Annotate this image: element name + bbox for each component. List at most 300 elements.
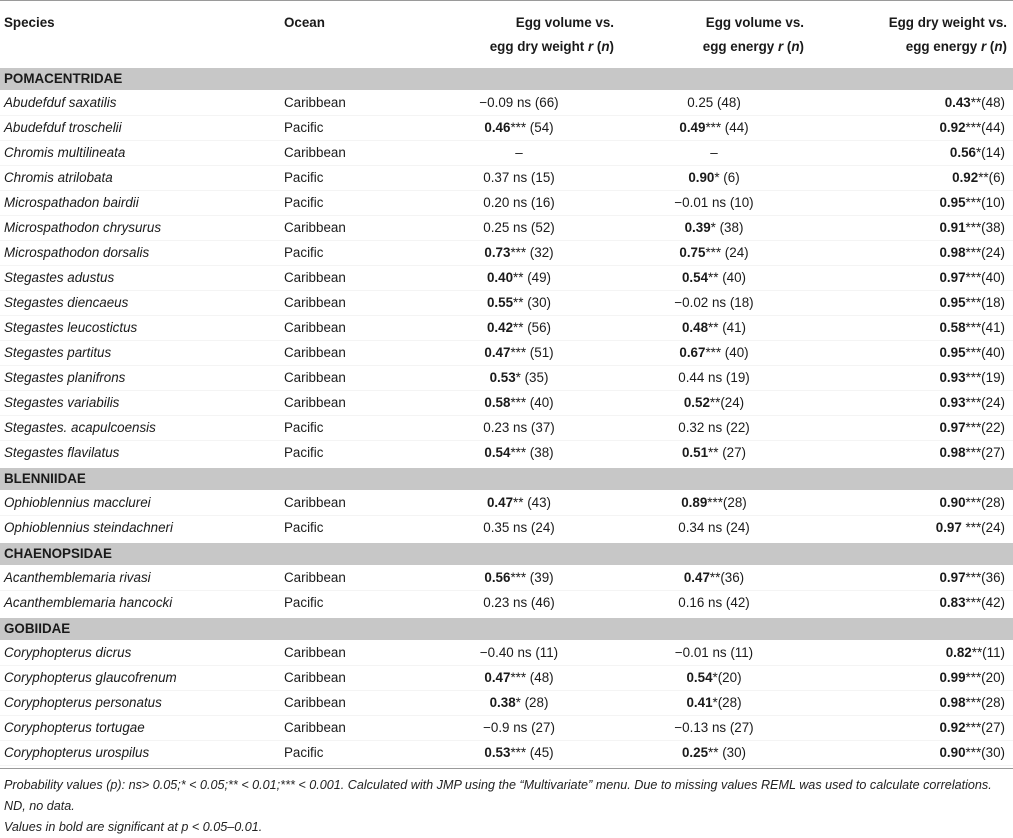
table-row xyxy=(0,566,1013,591)
r-value: −0.01 ns xyxy=(674,645,727,660)
significance-and-n: *** (24) xyxy=(705,245,749,260)
paren: ( xyxy=(593,39,602,54)
table-row xyxy=(0,266,1013,291)
correlation-cell xyxy=(420,166,620,191)
significance-and-n: **(48) xyxy=(970,95,1005,110)
r-value: 0.55 xyxy=(486,295,514,310)
r-value: 0.47 xyxy=(683,570,710,585)
species-cell: Chromis multilineata xyxy=(0,141,280,166)
significance-and-n: ** (43) xyxy=(513,495,552,510)
ocean-cell: Caribbean xyxy=(280,641,420,666)
r-value: −0.02 ns xyxy=(674,295,727,310)
significance-and-n: ** (56) xyxy=(513,320,552,335)
correlation-cell xyxy=(810,216,1013,241)
significance-and-n: (52) xyxy=(527,220,555,235)
significance-and-n: ***(22) xyxy=(965,420,1005,435)
header-volume-vs-dry-weight xyxy=(420,1,620,67)
species-cell: Stegastes flavilatus xyxy=(0,441,280,467)
correlation-cell xyxy=(620,691,810,716)
r-value: 0.47 xyxy=(484,670,511,685)
species-cell: Stegastes leucostictus xyxy=(0,316,280,341)
r-value: 0.47 xyxy=(484,345,511,360)
ocean-cell: Pacific xyxy=(280,116,420,141)
correlation-cell xyxy=(420,291,620,316)
r-value: 0.34 ns xyxy=(678,520,723,535)
correlation-cell xyxy=(420,91,620,116)
significance-and-n: (15) xyxy=(527,170,555,185)
species-cell: Abudefduf troschelii xyxy=(0,116,280,141)
correlation-cell xyxy=(810,341,1013,366)
r-value: – xyxy=(710,145,718,160)
ocean-cell: Pacific xyxy=(280,441,420,467)
r-value: 0.58 xyxy=(939,320,966,335)
correlation-cell xyxy=(810,391,1013,416)
correlation-cell xyxy=(620,366,810,391)
r-value: 0.48 xyxy=(681,320,709,335)
r-value: 0.16 ns xyxy=(678,595,723,610)
significance-and-n: (66) xyxy=(531,95,559,110)
footnote-bold: Values in bold are significant at p < 0.05–0.01. xyxy=(4,820,263,834)
ocean-cell: Caribbean xyxy=(280,291,420,316)
species-cell: Microspathadon bairdii xyxy=(0,191,280,216)
correlation-cell xyxy=(810,141,1013,166)
family-name: POMACENTRIDAE xyxy=(0,67,1013,91)
correlation-cell xyxy=(810,566,1013,591)
correlation-cell xyxy=(620,91,810,116)
significance-and-n: *** (40) xyxy=(705,345,749,360)
correlation-cell xyxy=(810,166,1013,191)
header-text: egg energy xyxy=(702,39,778,54)
r-value: 0.73 xyxy=(484,245,511,260)
table-row xyxy=(0,341,1013,366)
r-value: 0.98 xyxy=(939,445,966,460)
r-value: 0.39 xyxy=(684,220,711,235)
r-symbol: r xyxy=(980,39,987,54)
correlation-cell xyxy=(420,491,620,516)
correlation-cell xyxy=(620,591,810,617)
r-value: 0.54 xyxy=(484,445,511,460)
correlation-cell xyxy=(620,441,810,467)
species-cell: Acanthemblemaria rivasi xyxy=(0,566,280,591)
significance-and-n: ***(27) xyxy=(965,720,1005,735)
r-value: 0.25 xyxy=(687,95,714,110)
r-value: 0.75 xyxy=(679,245,706,260)
significance-and-n: ** (30) xyxy=(708,745,747,760)
r-value: 0.97 xyxy=(935,520,962,535)
table-row xyxy=(0,191,1013,216)
header-species: Species xyxy=(0,1,280,67)
correlation-cell xyxy=(420,366,620,391)
r-value: 0.47 xyxy=(486,495,514,510)
table-row xyxy=(0,291,1013,316)
correlation-cell xyxy=(620,141,810,166)
r-value: 0.52 xyxy=(683,395,710,410)
correlation-cell xyxy=(420,316,620,341)
significance-and-n: *** (32) xyxy=(510,245,554,260)
significance-and-n: (46) xyxy=(527,595,555,610)
table-row xyxy=(0,416,1013,441)
significance-and-n: (42) xyxy=(722,595,750,610)
r-value: 0.82 xyxy=(945,645,972,660)
correlation-cell xyxy=(420,691,620,716)
correlation-cell xyxy=(620,216,810,241)
ocean-cell: Caribbean xyxy=(280,216,420,241)
ocean-cell: Caribbean xyxy=(280,566,420,591)
significance-and-n: ***(42) xyxy=(965,595,1005,610)
significance-and-n: ***(28) xyxy=(965,495,1005,510)
table-row xyxy=(0,216,1013,241)
family-row xyxy=(0,542,1013,566)
significance-and-n: ** (41) xyxy=(708,320,747,335)
table-row xyxy=(0,166,1013,191)
significance-and-n: ***(30) xyxy=(965,745,1005,760)
correlation-cell xyxy=(620,491,810,516)
significance-and-n: ***(24) xyxy=(961,520,1005,535)
table-row xyxy=(0,366,1013,391)
r-value: 0.58 xyxy=(484,395,511,410)
species-cell: Stegastes. acapulcoensis xyxy=(0,416,280,441)
header-text: Egg volume vs. xyxy=(515,15,614,30)
significance-and-n: ** (30) xyxy=(513,295,552,310)
r-value: 0.51 xyxy=(681,445,709,460)
n-symbol: n xyxy=(791,39,800,54)
significance-and-n: ***(24) xyxy=(965,395,1005,410)
correlation-cell xyxy=(810,416,1013,441)
correlation-cell xyxy=(810,641,1013,666)
correlation-cell xyxy=(620,641,810,666)
species-cell: Chromis atrilobata xyxy=(0,166,280,191)
correlation-cell xyxy=(420,441,620,467)
r-value: 0.23 ns xyxy=(483,595,528,610)
r-value: 0.97 xyxy=(939,270,966,285)
ocean-cell: Caribbean xyxy=(280,366,420,391)
table-row xyxy=(0,741,1013,766)
significance-and-n: ***(10) xyxy=(965,195,1005,210)
significance-and-n: ***(19) xyxy=(965,370,1005,385)
correlation-cell xyxy=(620,391,810,416)
r-value: 0.32 ns xyxy=(678,420,723,435)
significance-and-n: (11) xyxy=(726,645,754,660)
table-row xyxy=(0,391,1013,416)
r-value: 0.99 xyxy=(939,670,966,685)
significance-and-n: (22) xyxy=(722,420,750,435)
header-text: Egg dry weight vs. xyxy=(888,15,1007,30)
correlation-cell xyxy=(620,716,810,741)
correlation-cell xyxy=(810,441,1013,467)
correlation-cell xyxy=(620,291,810,316)
significance-and-n: (27) xyxy=(527,720,555,735)
correlation-cell xyxy=(810,191,1013,216)
significance-and-n: *(28) xyxy=(712,695,742,710)
significance-and-n: * (38) xyxy=(710,220,744,235)
species-cell: Abudefduf saxatilis xyxy=(0,91,280,116)
species-cell: Microspathodon dorsalis xyxy=(0,241,280,266)
n-symbol: n xyxy=(994,39,1003,54)
correlation-cell xyxy=(420,591,620,617)
significance-and-n: ** (40) xyxy=(708,270,747,285)
table-header xyxy=(0,1,1013,67)
table-row xyxy=(0,716,1013,741)
r-value: 0.43 xyxy=(944,95,971,110)
r-value: 0.98 xyxy=(939,245,966,260)
significance-and-n: ***(38) xyxy=(965,220,1005,235)
r-value: 0.90 xyxy=(688,170,715,185)
species-cell: Coryphopterus personatus xyxy=(0,691,280,716)
r-value: 0.93 xyxy=(939,395,966,410)
significance-and-n: ***(18) xyxy=(965,295,1005,310)
significance-and-n: ***(40) xyxy=(965,270,1005,285)
correlation-cell xyxy=(620,166,810,191)
correlation-cell xyxy=(810,491,1013,516)
significance-and-n: *** (48) xyxy=(510,670,554,685)
ocean-cell: Caribbean xyxy=(280,141,420,166)
species-cell: Stegastes diencaeus xyxy=(0,291,280,316)
ocean-cell: Caribbean xyxy=(280,666,420,691)
correlation-cell xyxy=(810,266,1013,291)
r-value: −0.40 ns xyxy=(479,645,532,660)
significance-and-n: *** (51) xyxy=(510,345,554,360)
correlation-cell xyxy=(420,516,620,542)
r-value: 0.35 ns xyxy=(483,520,528,535)
correlation-cell xyxy=(810,291,1013,316)
significance-and-n: ***(40) xyxy=(965,345,1005,360)
r-value: 0.67 xyxy=(679,345,706,360)
significance-and-n: **(24) xyxy=(709,395,745,410)
table-row xyxy=(0,116,1013,141)
correlation-cell xyxy=(620,316,810,341)
species-cell: Stegastes planifrons xyxy=(0,366,280,391)
significance-and-n: ***(28) xyxy=(707,495,747,510)
significance-and-n: **(36) xyxy=(709,570,745,585)
species-cell: Coryphopterus tortugae xyxy=(0,716,280,741)
family-row xyxy=(0,67,1013,91)
r-symbol: r xyxy=(777,39,784,54)
table-row xyxy=(0,491,1013,516)
correlation-cell xyxy=(420,216,620,241)
significance-and-n: (18) xyxy=(726,295,754,310)
r-value: 0.44 ns xyxy=(678,370,723,385)
correlation-cell xyxy=(420,266,620,291)
significance-and-n: ** (27) xyxy=(708,445,747,460)
r-value: 0.95 xyxy=(939,345,966,360)
correlation-cell xyxy=(420,241,620,266)
correlation-cell xyxy=(810,691,1013,716)
correlation-cell xyxy=(420,741,620,766)
table-row xyxy=(0,516,1013,542)
r-value: 0.25 xyxy=(681,745,709,760)
correlation-cell xyxy=(620,241,810,266)
r-value: 0.23 ns xyxy=(483,420,528,435)
correlation-cell xyxy=(620,416,810,441)
table-body xyxy=(0,67,1013,766)
r-value: 0.54 xyxy=(681,270,709,285)
significance-and-n: * (6) xyxy=(714,170,740,185)
correlation-cell xyxy=(420,191,620,216)
paren: ) xyxy=(799,39,804,54)
r-value: 0.89 xyxy=(681,495,708,510)
correlation-cell xyxy=(420,566,620,591)
paren: ) xyxy=(1002,39,1007,54)
significance-and-n: (48) xyxy=(713,95,741,110)
significance-and-n: (27) xyxy=(726,720,754,735)
table-row xyxy=(0,91,1013,116)
significance-and-n: (24) xyxy=(722,520,750,535)
r-value: −0.01 ns xyxy=(674,195,727,210)
family-name: CHAENOPSIDAE xyxy=(0,542,1013,566)
r-value: 0.20 ns xyxy=(483,195,528,210)
significance-and-n: *** (40) xyxy=(510,395,554,410)
table-row xyxy=(0,591,1013,617)
correlation-cell xyxy=(620,116,810,141)
family-name: GOBIIDAE xyxy=(0,617,1013,641)
significance-and-n: ** (49) xyxy=(513,270,552,285)
ocean-cell: Pacific xyxy=(280,516,420,542)
r-value: 0.37 ns xyxy=(483,170,528,185)
r-value: 0.83 xyxy=(939,595,966,610)
r-value: 0.40 xyxy=(486,270,514,285)
r-value: 0.92 xyxy=(939,720,966,735)
r-value: 0.49 xyxy=(679,120,706,135)
significance-and-n: * (35) xyxy=(515,370,549,385)
correlation-cell xyxy=(810,366,1013,391)
correlation-cell xyxy=(810,116,1013,141)
ocean-cell: Caribbean xyxy=(280,491,420,516)
correlation-cell xyxy=(620,566,810,591)
significance-and-n: **(11) xyxy=(971,645,1005,660)
r-value: 0.41 xyxy=(686,695,713,710)
r-symbol: r xyxy=(587,39,594,54)
ocean-cell: Caribbean xyxy=(280,91,420,116)
correlation-cell xyxy=(810,241,1013,266)
significance-and-n: (16) xyxy=(527,195,555,210)
header-text: Egg volume vs. xyxy=(705,15,804,30)
correlation-cell xyxy=(420,416,620,441)
significance-and-n: ***(24) xyxy=(965,245,1005,260)
species-cell: Ophioblennius steindachneri xyxy=(0,516,280,542)
r-value: 0.93 xyxy=(939,370,966,385)
table-row xyxy=(0,666,1013,691)
significance-and-n: *** (45) xyxy=(510,745,554,760)
significance-and-n: (10) xyxy=(726,195,754,210)
correlation-cell xyxy=(810,716,1013,741)
significance-and-n: ***(27) xyxy=(965,445,1005,460)
header-ocean: Ocean xyxy=(280,1,420,67)
correlation-cell xyxy=(620,516,810,542)
r-value: 0.91 xyxy=(939,220,966,235)
ocean-cell: Caribbean xyxy=(280,691,420,716)
table-row xyxy=(0,141,1013,166)
species-cell: Coryphopterus dicrus xyxy=(0,641,280,666)
ocean-cell: Pacific xyxy=(280,166,420,191)
correlation-cell xyxy=(810,516,1013,542)
family-name: BLENNIIDAE xyxy=(0,467,1013,491)
significance-and-n: *** (54) xyxy=(510,120,554,135)
r-value: 0.98 xyxy=(939,695,966,710)
significance-and-n: *(14) xyxy=(975,145,1005,160)
r-value: 0.25 ns xyxy=(483,220,528,235)
r-value: 0.38 xyxy=(489,695,516,710)
correlation-cell xyxy=(810,741,1013,766)
correlation-cell xyxy=(810,591,1013,617)
species-cell: Stegastes partitus xyxy=(0,341,280,366)
correlation-cell xyxy=(810,91,1013,116)
correlation-cell xyxy=(420,116,620,141)
r-value: 0.90 xyxy=(939,495,966,510)
correlation-cell xyxy=(620,666,810,691)
r-value: – xyxy=(515,145,523,160)
significance-and-n: *** (44) xyxy=(705,120,749,135)
significance-and-n: (24) xyxy=(527,520,555,535)
species-cell: Microspathodon chrysurus xyxy=(0,216,280,241)
significance-and-n: *(20) xyxy=(712,670,742,685)
r-value: 0.95 xyxy=(939,195,966,210)
r-value: 0.90 xyxy=(939,745,966,760)
significance-and-n: ***(20) xyxy=(965,670,1005,685)
correlation-cell xyxy=(420,391,620,416)
r-value: 0.97 xyxy=(939,420,966,435)
table-row xyxy=(0,691,1013,716)
r-value: 0.92 xyxy=(952,170,979,185)
correlation-cell xyxy=(620,266,810,291)
correlation-cell xyxy=(620,341,810,366)
significance-and-n: * (28) xyxy=(515,695,549,710)
r-value: −0.9 ns xyxy=(483,720,528,735)
significance-and-n: (19) xyxy=(722,370,750,385)
species-cell: Stegastes adustus xyxy=(0,266,280,291)
family-row xyxy=(0,617,1013,641)
r-value: −0.09 ns xyxy=(479,95,532,110)
r-value: 0.53 xyxy=(484,745,511,760)
footnote-probability: Probability values (p): ns> 0.05;* < 0.05;** < 0.01;*** < 0.001. Calculated with JMP using the “Multivariate” menu. Due to missing values REML was used to calculate correlations. ND, no data. xyxy=(4,778,992,813)
ocean-cell: Pacific xyxy=(280,741,420,766)
ocean-cell: Pacific xyxy=(280,591,420,617)
species-cell: Stegastes variabilis xyxy=(0,391,280,416)
r-value: 0.46 xyxy=(484,120,511,135)
r-value: 0.53 xyxy=(489,370,516,385)
ocean-cell: Caribbean xyxy=(280,266,420,291)
header-text: egg dry weight xyxy=(489,39,588,54)
r-value: 0.54 xyxy=(686,670,713,685)
species-cell: Coryphopterus glaucofrenum xyxy=(0,666,280,691)
significance-and-n: (11) xyxy=(531,645,559,660)
significance-and-n: *** (39) xyxy=(510,570,554,585)
significance-and-n: **(6) xyxy=(978,170,1005,185)
ocean-cell: Caribbean xyxy=(280,716,420,741)
ocean-cell: Caribbean xyxy=(280,316,420,341)
header-dry-weight-vs-energy xyxy=(810,1,1013,67)
ocean-cell: Caribbean xyxy=(280,391,420,416)
table-row xyxy=(0,641,1013,666)
species-cell: Ophioblennius macclurei xyxy=(0,491,280,516)
correlation-cell xyxy=(420,716,620,741)
correlation-cell xyxy=(620,191,810,216)
ocean-cell: Pacific xyxy=(280,191,420,216)
r-value: 0.42 xyxy=(486,320,514,335)
r-value: 0.92 xyxy=(939,120,966,135)
table-row xyxy=(0,441,1013,467)
family-row xyxy=(0,467,1013,491)
ocean-cell: Caribbean xyxy=(280,341,420,366)
table-row xyxy=(0,241,1013,266)
header-text: egg energy xyxy=(905,39,981,54)
table-footnotes xyxy=(0,768,1013,838)
significance-and-n: ***(28) xyxy=(965,695,1005,710)
significance-and-n: ***(41) xyxy=(965,320,1005,335)
significance-and-n: ***(36) xyxy=(965,570,1005,585)
significance-and-n: ***(44) xyxy=(965,120,1005,135)
correlation-cell xyxy=(420,141,620,166)
significance-and-n: *** (38) xyxy=(510,445,554,460)
